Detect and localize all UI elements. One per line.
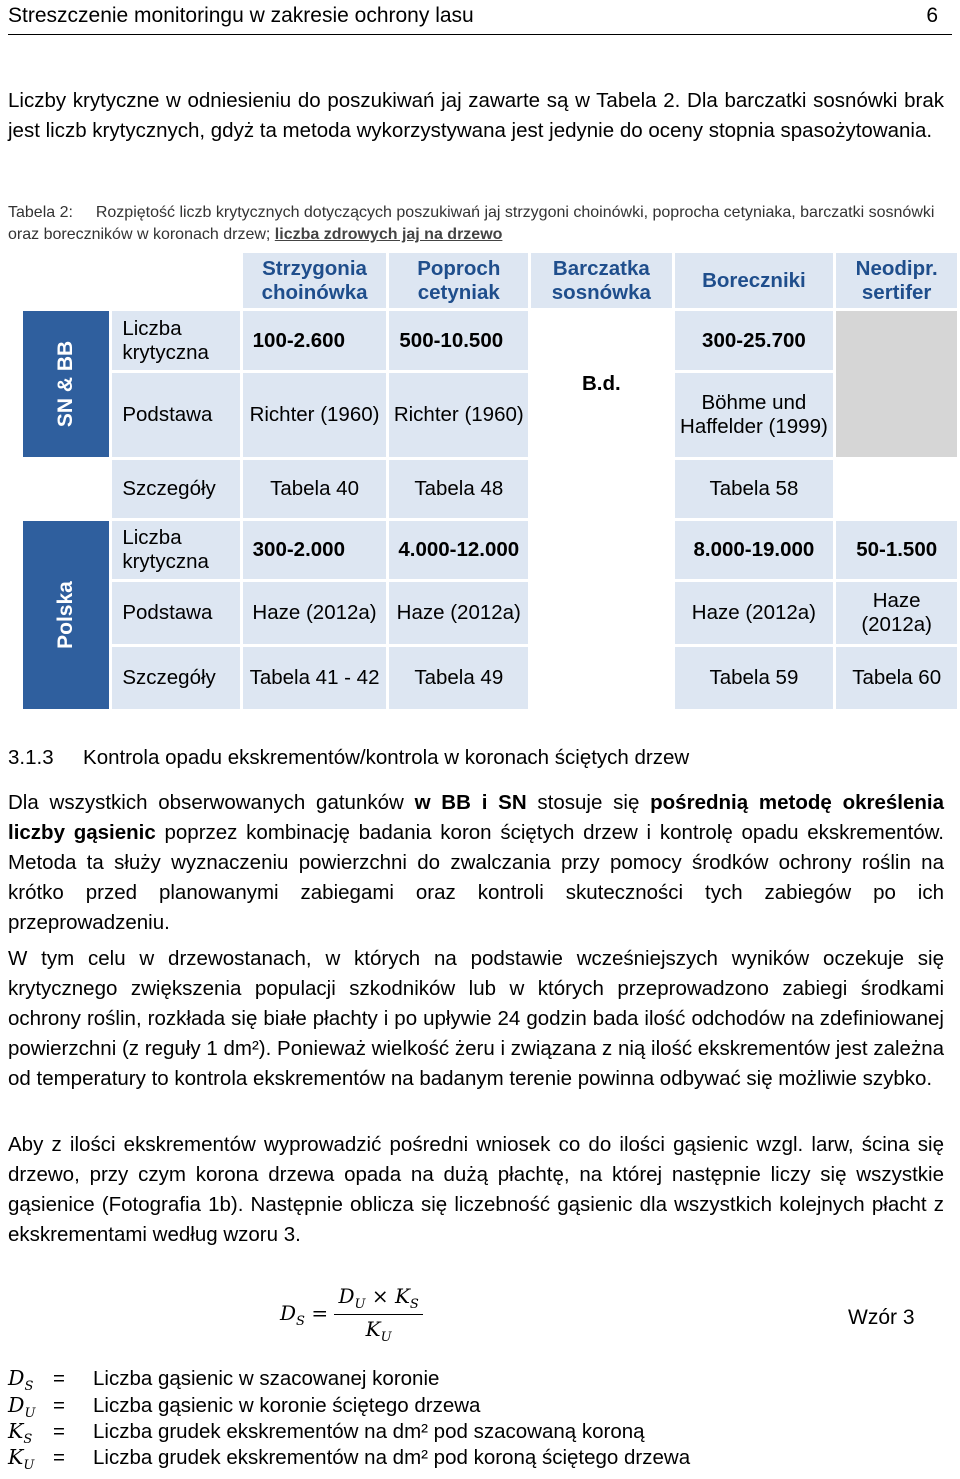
cell-value: 300-2.000 <box>243 521 387 579</box>
formula: $D_S$ = $\frac{D_U \times K_S}{K_U}$ <box>280 1284 423 1345</box>
legend-item: $K_S$ = Liczba grudek ekskrementów na dm² pod szacowaną koroną <box>8 1419 645 1448</box>
header-title: Streszczenie monitoringu w zakresie ochrony lasu <box>8 4 474 27</box>
cell-value: Tabela 41 - 42 <box>243 647 387 709</box>
table-row <box>23 373 957 457</box>
cell-value: Tabela 48 <box>389 460 528 518</box>
cell-value: Haze (2012a) <box>243 582 387 644</box>
legend-item: $K_U$ = Liczba grudek ekskrementów na dm² pod koroną ściętego drzewa <box>8 1445 691 1474</box>
cell-value: Haze (2012a) <box>675 582 834 644</box>
table-row <box>23 311 957 370</box>
legend-item: $D_S$ = Liczba gąsienic w szacowanej koronie <box>8 1366 440 1395</box>
paragraph-2: W tym celu w drzewostanach, w których na podstawie wcześniejszych wyników oczekuje się krytycznego zwiększenia populacji szkodników lub w których przeprowadzono zabiegi środkami ochrony roślin, rozkłada się białe płachty i po upływie 24 godzin bada ilość odchodów na zdefiniowanej powierzchni (z reguły 1 dm²). Ponieważ wielkość żeru i związana z nią ilość ekskrementów jest zależna od temperatury to kontrola ekskrementów na badanym terenie powinna odbywać się możliwie szybko. <box>8 947 944 1090</box>
table-row <box>23 521 957 579</box>
header-strzygonia: Strzygonia choinówka <box>243 253 387 308</box>
row-label: Szczegóły <box>112 460 239 518</box>
cell-bd: B.d. <box>531 311 671 457</box>
caption-underlined: liczba zdrowych jaj na drzewo <box>274 226 503 243</box>
caption-label: Tabela 2: <box>8 204 73 221</box>
cell-empty <box>836 311 957 457</box>
paragraph-1: Dla wszystkich obserwowanych gatunków w BB i SN stosuje się pośrednią metodę określenia liczby gąsienic poprzez kombinację badania koron ściętych drzew i kontrolę opadu ekskrementów. Metoda ta służy wyznaczeniu powierzchni do zwalczania przy pomocy środków ochrony roślin na krótko przed planowanymi zabiegami oraz kontroli skuteczności tych zabiegów po ich przeprowadzeniu. <box>8 791 944 934</box>
cell-value: 100-2.600 <box>243 311 387 370</box>
section-title: Kontrola opadu ekskrementów/kontrola w koronach ściętych drzew <box>83 746 690 769</box>
group-label-snbb: SN & BB <box>23 311 109 457</box>
cell-value: 8.000-19.000 <box>675 521 834 579</box>
formula-label: Wzór 3 <box>848 1306 915 1329</box>
cell-value: 4.000-12.000 <box>389 521 528 579</box>
row-label: Szczegóły <box>112 647 239 709</box>
header-neodipr: Neodipr. sertifer <box>836 253 957 308</box>
row-label: Liczba krytyczna <box>112 521 239 579</box>
page-header <box>8 2 952 35</box>
critical-numbers-table <box>20 250 960 712</box>
header-boreczniki: Boreczniki <box>675 253 834 308</box>
cell-empty <box>531 521 671 709</box>
cell-value: Tabela 60 <box>836 647 957 709</box>
caption-text: Rozpiętość liczb krytycznych dotyczących poszukiwań jaj strzygoni choinówki, poprocha cetyniaka, barczatki sosnówki oraz boreczników w koronach drzew; <box>8 204 935 243</box>
cell-value: 300-25.700 <box>675 311 834 370</box>
cell-value: 50-1.500 <box>836 521 957 579</box>
table-header-row <box>23 253 957 308</box>
row-label: Podstawa <box>112 373 239 457</box>
cell-value: Tabela 49 <box>389 647 528 709</box>
cell-value: Tabela 40 <box>243 460 387 518</box>
page-number: 6 <box>926 4 938 27</box>
intro-paragraph: Liczby krytyczne w odniesieniu do poszukiwań jaj zawarte są w Tabela 2. Dla barczatki sosnówki brak jest liczb krytycznych, gdyż ta metoda wykorzystywana jest jedynie do oceny stopnia spasożytowania. <box>8 89 944 142</box>
cell-value: Böhme und Haffelder (1999) <box>675 373 834 457</box>
row-label: Liczba krytyczna <box>112 311 239 370</box>
section-heading <box>8 746 689 770</box>
paragraph-3: Aby z ilości ekskrementów wyprowadzić pośredni wniosek co do ilości gąsienic wzgl. larw, ścina się drzewo, przy czym korona drzewa opada na dużą płachtę, na której następnie liczy się wszystkie gąsienice (Fotografia 1b). Następnie oblicza się liczebność gąsienic dla wszystkich kolejnych płacht z ekskrementami według wzoru 3. <box>8 1133 944 1246</box>
legend-item: $D_U$ = Liczba gąsienic w koronie ściętego drzewa <box>8 1393 481 1422</box>
cell-value: Richter (1960) <box>243 373 387 457</box>
cell-value: Tabela 58 <box>675 460 834 518</box>
cell-value: Haze (2012a) <box>836 582 957 644</box>
table-caption <box>8 202 952 246</box>
header-poproch: Poproch cetyniak <box>389 253 528 308</box>
cell-value: Richter (1960) <box>389 373 528 457</box>
cell-value: 500-10.500 <box>389 311 528 370</box>
section-number: 3.1.3 <box>8 746 54 769</box>
table-row <box>23 647 957 709</box>
cell-value: Haze (2012a) <box>389 582 528 644</box>
table-row <box>23 460 957 518</box>
row-label: Podstawa <box>112 582 239 644</box>
table-row <box>23 582 957 644</box>
header-barczatka: Barczatka sosnówka <box>531 253 671 308</box>
cell-value: Tabela 59 <box>675 647 834 709</box>
group-label-polska: Polska <box>23 521 109 709</box>
